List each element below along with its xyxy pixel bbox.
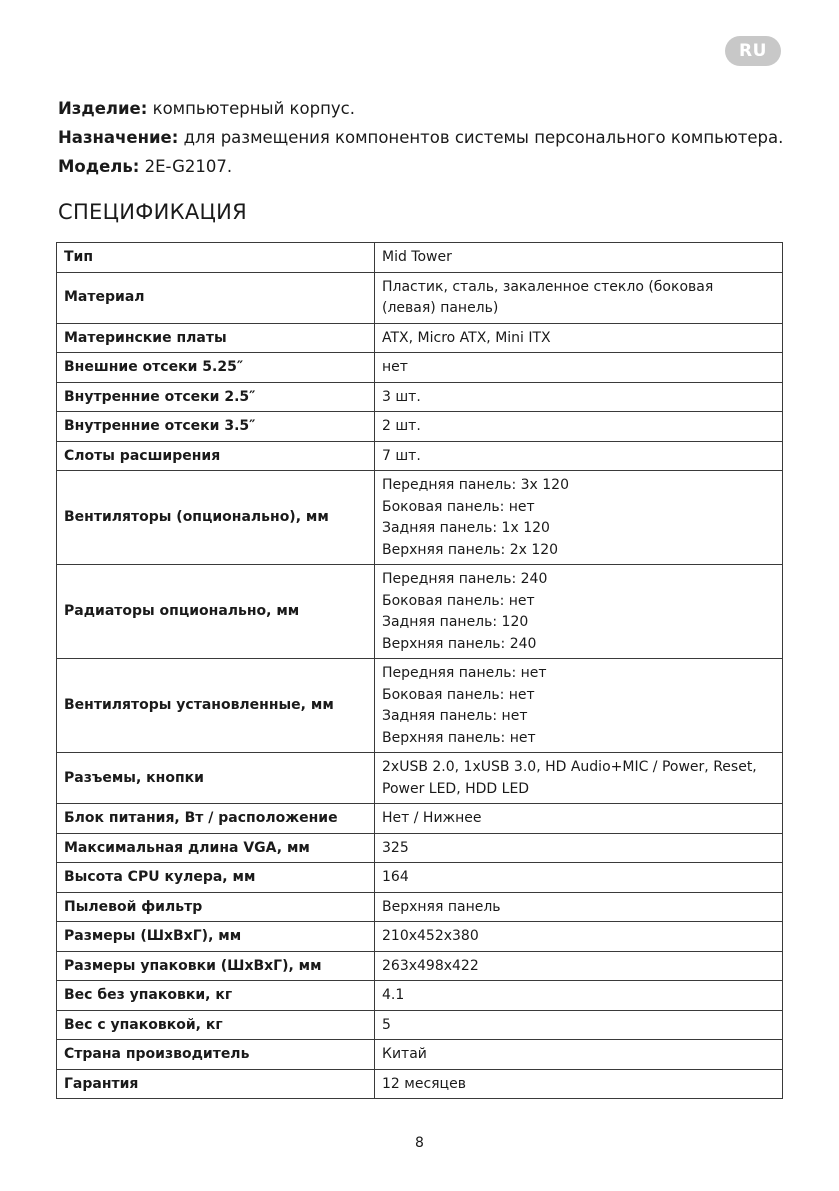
page-number: 8 <box>415 1135 424 1151</box>
spec-row <box>57 981 783 1011</box>
spec-value: 5 <box>375 1010 783 1040</box>
spec-row <box>57 863 783 893</box>
spec-value: ATX, Micro ATX, Mini ITX <box>375 323 783 353</box>
intro-key: Изделие: <box>58 99 148 118</box>
spec-value: нет <box>375 353 783 383</box>
spec-param: Вентиляторы (опционально), мм <box>57 471 375 565</box>
spec-param: Разъемы, кнопки <box>57 753 375 804</box>
spec-row <box>57 441 783 471</box>
spec-param: Пылевой фильтр <box>57 892 375 922</box>
spec-row <box>57 382 783 412</box>
intro-product-line <box>58 94 788 123</box>
spec-row <box>57 323 783 353</box>
spec-table <box>56 242 783 1099</box>
product-intro <box>58 94 788 181</box>
spec-value: Передняя панель: 3x 120 Боковая панель: нет Задняя панель: 1x 120 Верхняя панель: 2x 120 <box>375 471 783 565</box>
spec-row <box>57 804 783 834</box>
spec-heading: СПЕЦИФИКАЦИЯ <box>58 200 248 224</box>
intro-value: компьютерный корпус. <box>147 99 355 118</box>
spec-param: Внутренние отсеки 2.5″ <box>57 382 375 412</box>
spec-value: 12 месяцев <box>375 1069 783 1099</box>
intro-key: Назначение: <box>58 128 179 147</box>
spec-value: 325 <box>375 833 783 863</box>
spec-value: 4.1 <box>375 981 783 1011</box>
spec-value: Нет / Нижнее <box>375 804 783 834</box>
spec-value: Передняя панель: нет Боковая панель: нет Задняя панель: нет Верхняя панель: нет <box>375 659 783 753</box>
spec-value: Передняя панель: 240 Боковая панель: нет Задняя панель: 120 Верхняя панель: 240 <box>375 565 783 659</box>
spec-param: Материнские платы <box>57 323 375 353</box>
spec-row <box>57 243 783 273</box>
spec-param: Вес с упаковкой, кг <box>57 1010 375 1040</box>
intro-model-line <box>58 152 788 181</box>
spec-value: Китай <box>375 1040 783 1070</box>
spec-param: Размеры упаковки (ШхВхГ), мм <box>57 951 375 981</box>
spec-row <box>57 659 783 753</box>
spec-param: Тип <box>57 243 375 273</box>
spec-param: Внутренние отсеки 3.5″ <box>57 412 375 442</box>
spec-row <box>57 892 783 922</box>
spec-table-body <box>57 243 783 1099</box>
spec-value: 263x498x422 <box>375 951 783 981</box>
spec-row <box>57 753 783 804</box>
spec-value: Пластик, сталь, закаленное стекло (боковая (левая) панель) <box>375 272 783 323</box>
spec-param: Страна производитель <box>57 1040 375 1070</box>
spec-value: 3 шт. <box>375 382 783 412</box>
spec-value: 164 <box>375 863 783 893</box>
spec-row <box>57 833 783 863</box>
spec-param: Вентиляторы установленные, мм <box>57 659 375 753</box>
intro-value: 2E-G2107. <box>139 157 233 176</box>
spec-param: Гарантия <box>57 1069 375 1099</box>
spec-row <box>57 471 783 565</box>
intro-purpose-line <box>58 123 788 152</box>
spec-row <box>57 1040 783 1070</box>
spec-param: Внешние отсеки 5.25″ <box>57 353 375 383</box>
spec-value: Верхняя панель <box>375 892 783 922</box>
spec-value: 2 шт. <box>375 412 783 442</box>
spec-param: Слоты расширения <box>57 441 375 471</box>
spec-param: Материал <box>57 272 375 323</box>
spec-value: Mid Tower <box>375 243 783 273</box>
spec-param: Блок питания, Вт / расположение <box>57 804 375 834</box>
spec-row <box>57 565 783 659</box>
spec-value: 210x452x380 <box>375 922 783 952</box>
spec-param: Максимальная длина VGA, мм <box>57 833 375 863</box>
spec-row <box>57 272 783 323</box>
spec-value: 7 шт. <box>375 441 783 471</box>
spec-param: Размеры (ШхВхГ), мм <box>57 922 375 952</box>
spec-row <box>57 951 783 981</box>
language-badge: RU <box>725 36 781 66</box>
spec-row <box>57 1069 783 1099</box>
spec-param: Радиаторы опционально, мм <box>57 565 375 659</box>
spec-param: Высота CPU кулера, мм <box>57 863 375 893</box>
spec-row <box>57 922 783 952</box>
intro-value: для размещения компонентов системы персонального компьютера. <box>178 128 784 147</box>
intro-key: Модель: <box>58 157 140 176</box>
spec-param: Вес без упаковки, кг <box>57 981 375 1011</box>
spec-row <box>57 1010 783 1040</box>
spec-row <box>57 412 783 442</box>
spec-row <box>57 353 783 383</box>
spec-value: 2xUSB 2.0, 1xUSB 3.0, HD Audio+MIC / Power, Reset, Power LED, HDD LED <box>375 753 783 804</box>
